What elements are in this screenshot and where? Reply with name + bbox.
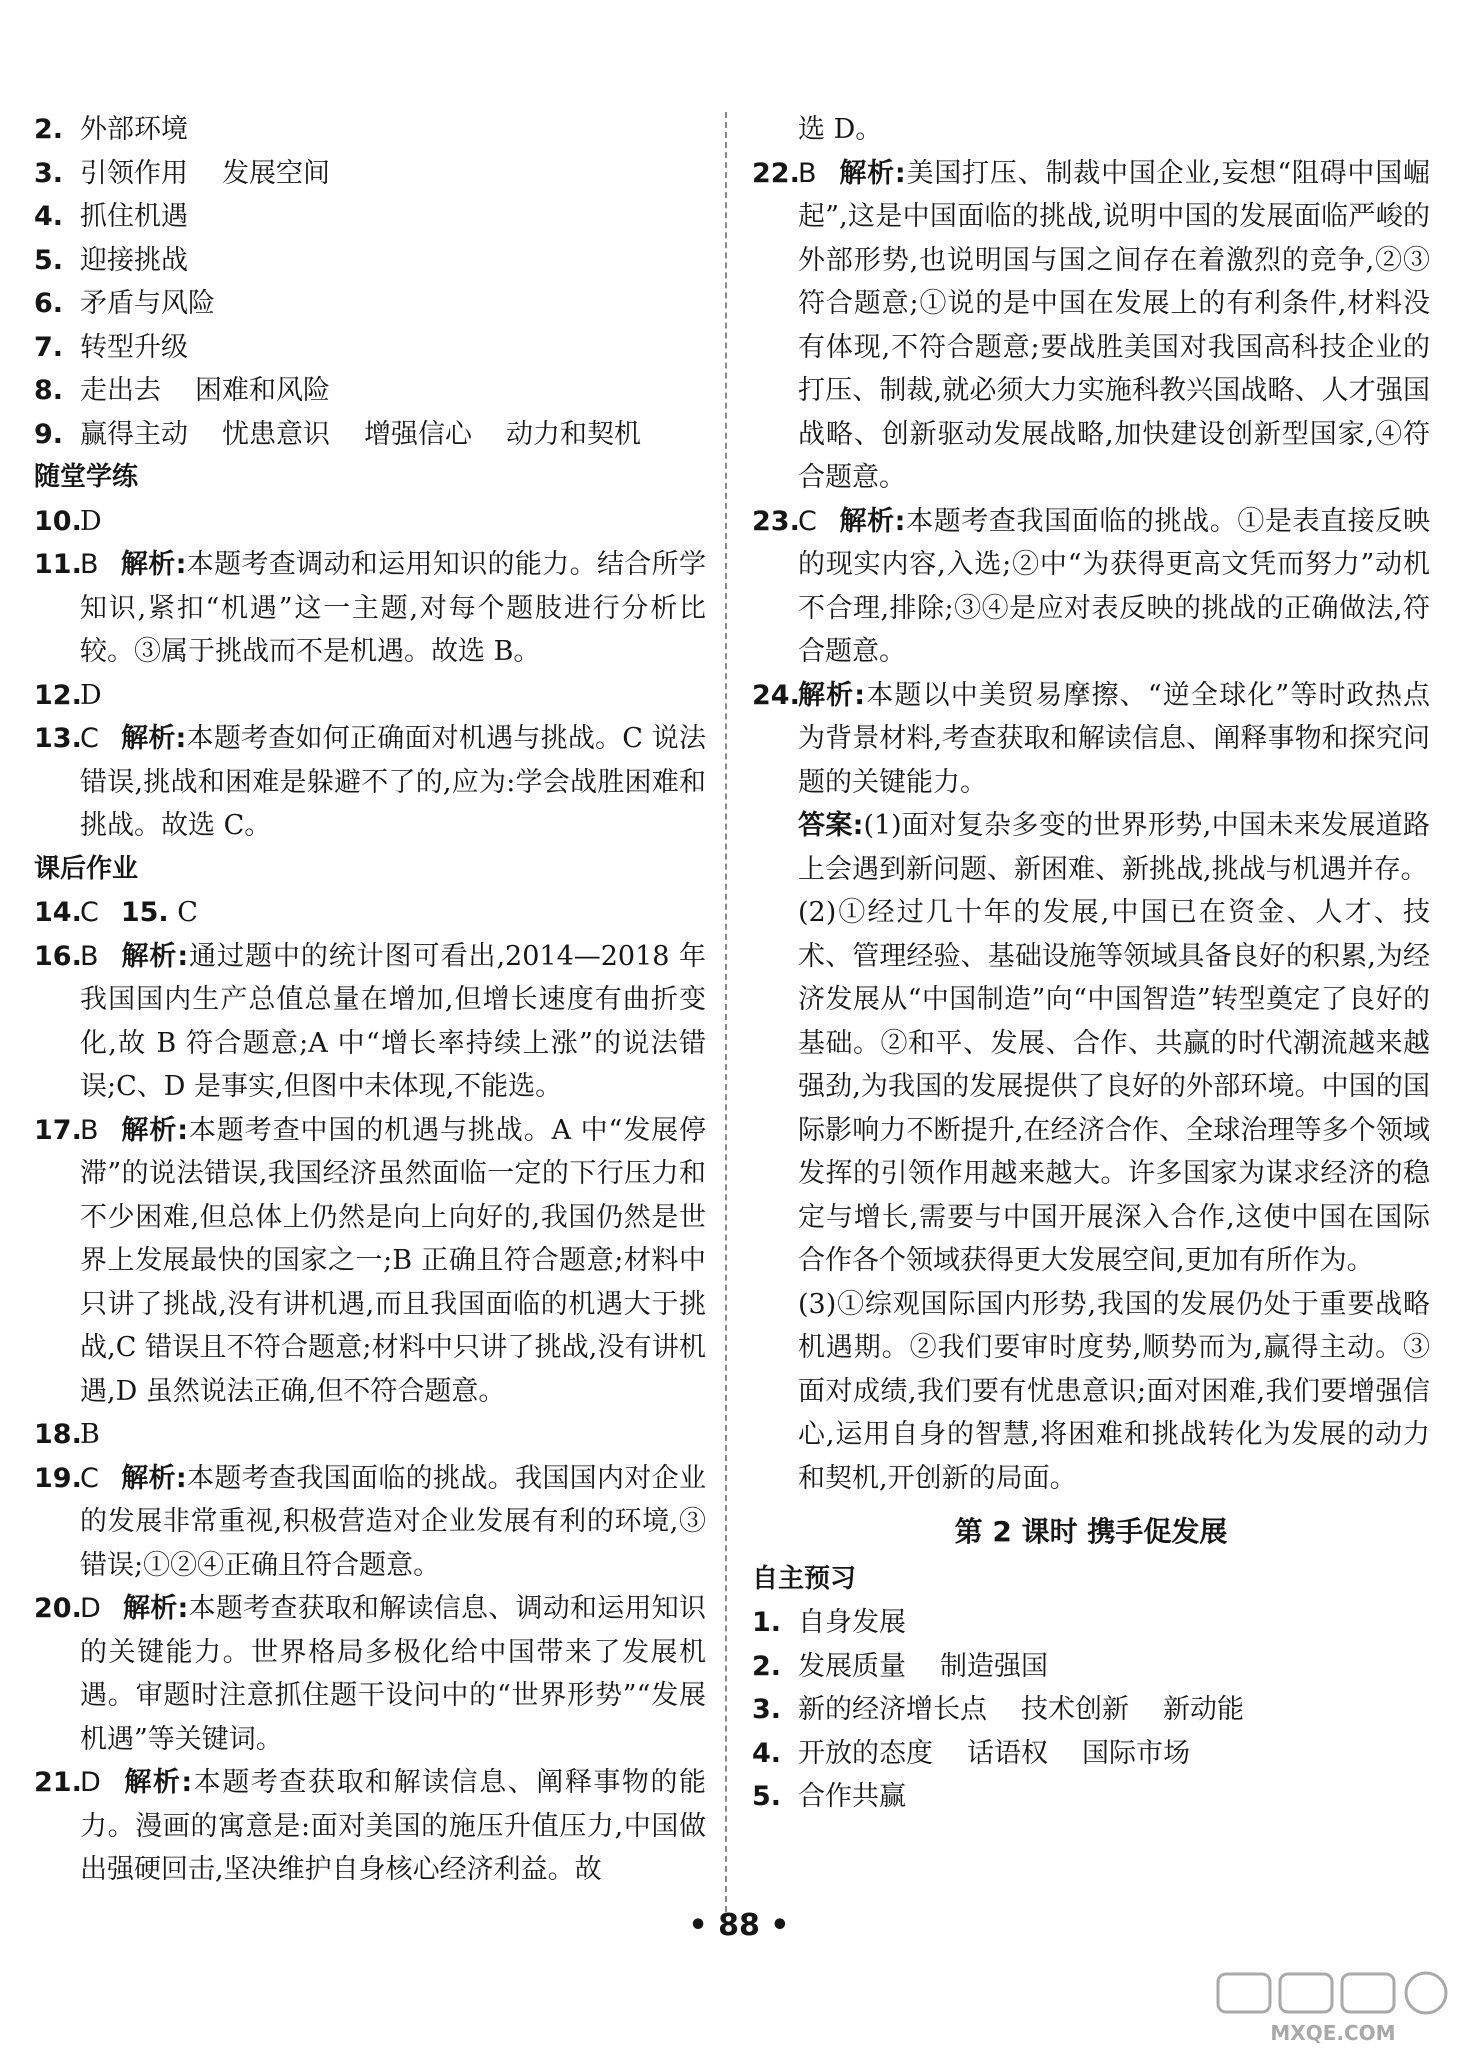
answer-paragraph: (2)①经过几十年的发展,中国已在资金、人才、技术、管理经验、基础设施等领域具备良好的积累,为经济发展从“中国制造”向“中国智造”转型奠定了良好的基础。②和平、发展、合作、共赢的时代潮流越来越强劲,为我国的发展提供了良好的外部环境。中国的国际影响力不断提升,在经济合作、全球治理等多个领域发挥的引领作用越来越大。许多国家为谋求经济的稳定与增长,需要与中国开展深入合作,这使中国在国际合作各个领域获得更大发展空间,更加有所作为。 [798,897,1430,1276]
list-item: 2. 外部环境 [34,114,188,145]
list-item: 3. 新的经济增长点 技术创新 新动能 [752,1694,1244,1725]
list-item: 4. 抓住机遇 [34,201,188,232]
answer-item: 18. B [34,1419,100,1450]
answer-item: 12. D [34,679,102,711]
answer-item: 17. B 解析:本题考查中国的机遇与挑战。A 中“发展停滞”的说法错误,我国经济虽然面临一定的下行压力和不少困难,但总体上仍然是向上向好的,我国仍然是世界上发展最快的国家之一;B 正确且符合题意;材料中只讲了挑战,没有讲机遇,而且我国面临的机遇大于挑战,C 错误且不符合题意;材料中只讲了挑战,没有讲机遇,D 虽然说法正确,但不符合题意。 [34,1114,706,1407]
list-item: 5. 合作共赢 [752,1781,906,1812]
answer-item: 20. D 解析:本题考查获取和解读信息、调动和运用知识的关键能力。世界格局多极化给中国带来了发展机遇。审题时注意抓住题干设问中的“世界形势”“发展机遇”等关键词。 [34,1593,706,1755]
answer-continuation: 选 D。 [798,114,883,145]
answer-paragraph: 答案:(1)面对复杂多变的世界形势,中国未来发展道路上会遇到新问题、新困难、新挑战,挑战与机遇并存。 [798,810,1430,885]
section-heading: 课后作业 [34,853,139,884]
answer-item: 10. D [34,505,102,537]
answer-item: 23. C 解析:本题考查我国面临的挑战。①是表直接反映的现实内容,入选;②中“为获得更高文凭而努力”动机不合理,排除;③④是应对表反映的挑战的正确做法,符合题意。 [752,505,1430,667]
list-item: 6. 矛盾与风险 [34,288,215,319]
answer-item: 11. B 解析:本题考查调动和运用知识的能力。结合所学知识,紧扣“机遇”这一主题,对每个题肢进行分析比较。③属于挑战而不是机遇。故选 B。 [34,549,706,667]
list-item: 9. 赢得主动 忧患意识 增强信心 动力和契机 [34,418,641,450]
fill-in-list-a [34,108,706,456]
column-divider [725,112,727,1912]
answer-item: 14. C 15. C [34,897,198,928]
list-item: 2. 发展质量 制造强国 [752,1650,1048,1682]
list-item: 8. 走出去 困难和风险 [34,375,330,406]
answer-item: 21. D 解析:本题考查获取和解读信息、阐释事物的能力。漫画的寓意是:面对美国的施压升值压力,中国做出强硬回击,坚决维护自身核心经济利益。故 [34,1767,706,1885]
page-number: • 88 • [688,1908,790,1943]
right-column [752,108,1430,1819]
answer-item: 16. B 解析:通过题中的统计图可看出,2014—2018 年我国国内生产总值总量在增加,但增长速度有曲折变化,故 B 符合题意;A 中“增长率持续上涨”的说法错误;C、D 是事实,但图中未体现,不能选。 [34,940,706,1102]
section-heading: 随堂学练 [34,462,139,492]
answer-item: 22. B 解析:美国打压、制裁中国企业,妄想“阻碍中国崛起”,这是中国面临的挑战,说明中国的发展面临严峻的外部形势,也说明国与国之间存在着激烈的竞争,②③符合题意;①说的是中国在发展上的有利条件,材料没有体现,不符合题意;要战胜美国对我国高科技企业的打压、制裁,就必须大力实施科教兴国战略、人才强国战略、创新驱动发展战略,加快建设创新型国家,④符合题意。 [752,157,1430,493]
answer-item: 19. C 解析:本题考查我国面临的挑战。我国国内对企业的发展非常重视,积极营造对企业发展有利的环境,③错误;①②④正确且符合题意。 [34,1462,706,1581]
answer-paragraph: (3)①综观国际国内形势,我国的发展仍处于重要战略机遇期。②我们要审时度势,顺势而为,赢得主动。③面对成绩,我们要有忧患意识;面对困难,我们要增强信心,运用自身的智慧,将困难和挑战转化为发展的动力和契机,开创新的局面。 [798,1288,1430,1494]
list-item: 7. 转型升级 [34,331,188,363]
list-item: 4. 开放的态度 话语权 国际市场 [752,1737,1190,1769]
left-column [34,108,706,1892]
lesson-title: 第 2 课时 携手促发展 [954,1515,1228,1548]
watermark-text: MXQE.COM [1270,2021,1396,2045]
answer-item: 24. 解析:本题以中美贸易摩擦、“逆全球化”等时政热点为背景材料,考查获取和解读信息、阐释事物和探究问题的关键能力。 [752,679,1430,798]
section-heading: 自主预习 [752,1563,857,1594]
list-item: 1. 自身发展 [752,1607,906,1638]
answer-item: 13. C 解析:本题考查如何正确面对机遇与挑战。C 说法错误,挑战和困难是躲避不了的,应为:学会战胜困难和挑战。故选 C。 [34,723,706,841]
list-item: 3. 引领作用 发展空间 [34,157,330,189]
list-item: 5. 迎接挑战 [34,244,188,276]
fill-in-list-b [752,1601,1430,1819]
watermark-logo [1208,1968,1458,2048]
